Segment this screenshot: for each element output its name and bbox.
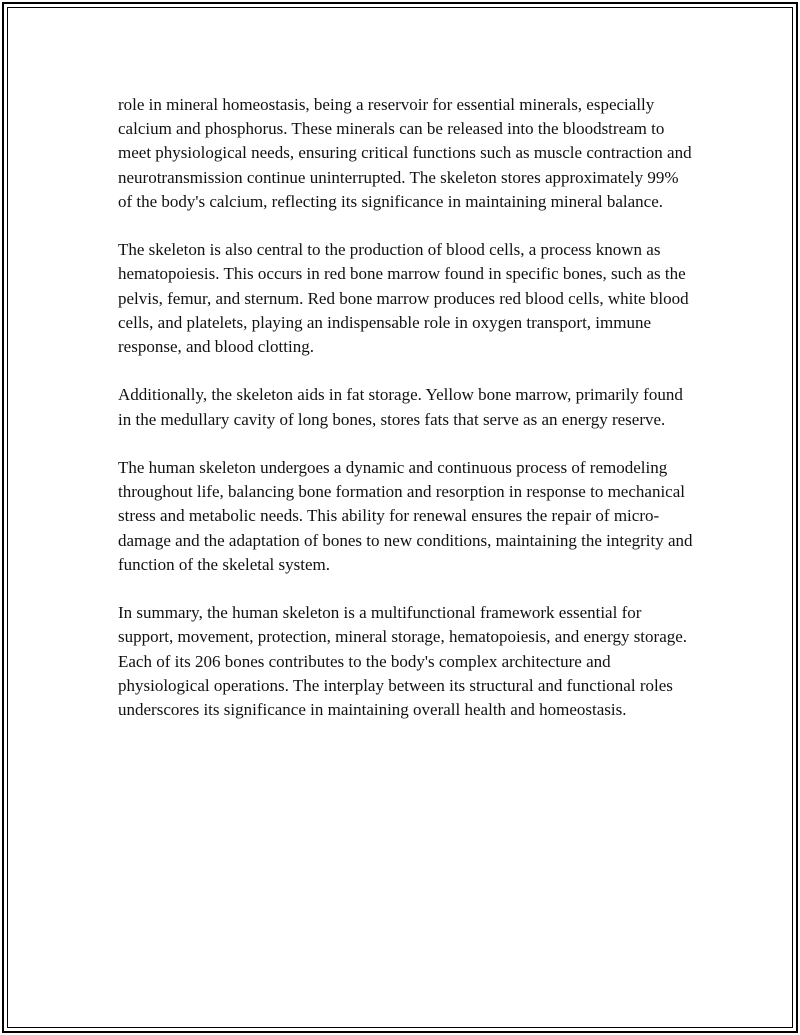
paragraph-mineral-homeostasis: role in mineral homeostasis, being a reservoir for essential minerals, especially calcium and phosphorus. These minerals can be released into the bloodstream to meet physiological needs, ensuring critical functions such as muscle contraction and neurotransmission continue uninterrupted. The skeleton stores approximately 99% of the body's calcium, reflecting its significance in maintaining mineral balance. bbox=[118, 95, 692, 211]
paragraph-fat-storage: Additionally, the skeleton aids in fat storage. Yellow bone marrow, primarily found in the medullary cavity of long bones, stores fats that serve as an energy reserve. bbox=[118, 385, 683, 429]
paragraph-hematopoiesis: The skeleton is also central to the production of blood cells, a process known as hematopoiesis. This occurs in red bone marrow found in specific bones, such as the pelvis, femur, and sternum. Red bone marrow produces red blood cells, white blood cells, and platelets, playing an indispensable role in oxygen transport, immune response, and blood clotting. bbox=[118, 240, 689, 357]
paragraph-remodeling: The human skeleton undergoes a dynamic and continuous process of remodeling throughout life, balancing bone formation and resorption in response to mechanical stress and metabolic needs. This ability for renewal ensures the repair of micro-damage and the adaptation of bones to new conditions, maintaining the integrity and function of the skeletal system. bbox=[118, 458, 693, 574]
document-body bbox=[118, 93, 693, 746]
paragraph-summary: In summary, the human skeleton is a multifunctional framework essential for support, movement, protection, mineral storage, hematopoiesis, and energy storage. Each of its 206 bones contributes to the body's complex architecture and physiological operations. The interplay between its structural and functional roles underscores its significance in maintaining overall health and homeostasis. bbox=[118, 603, 688, 720]
